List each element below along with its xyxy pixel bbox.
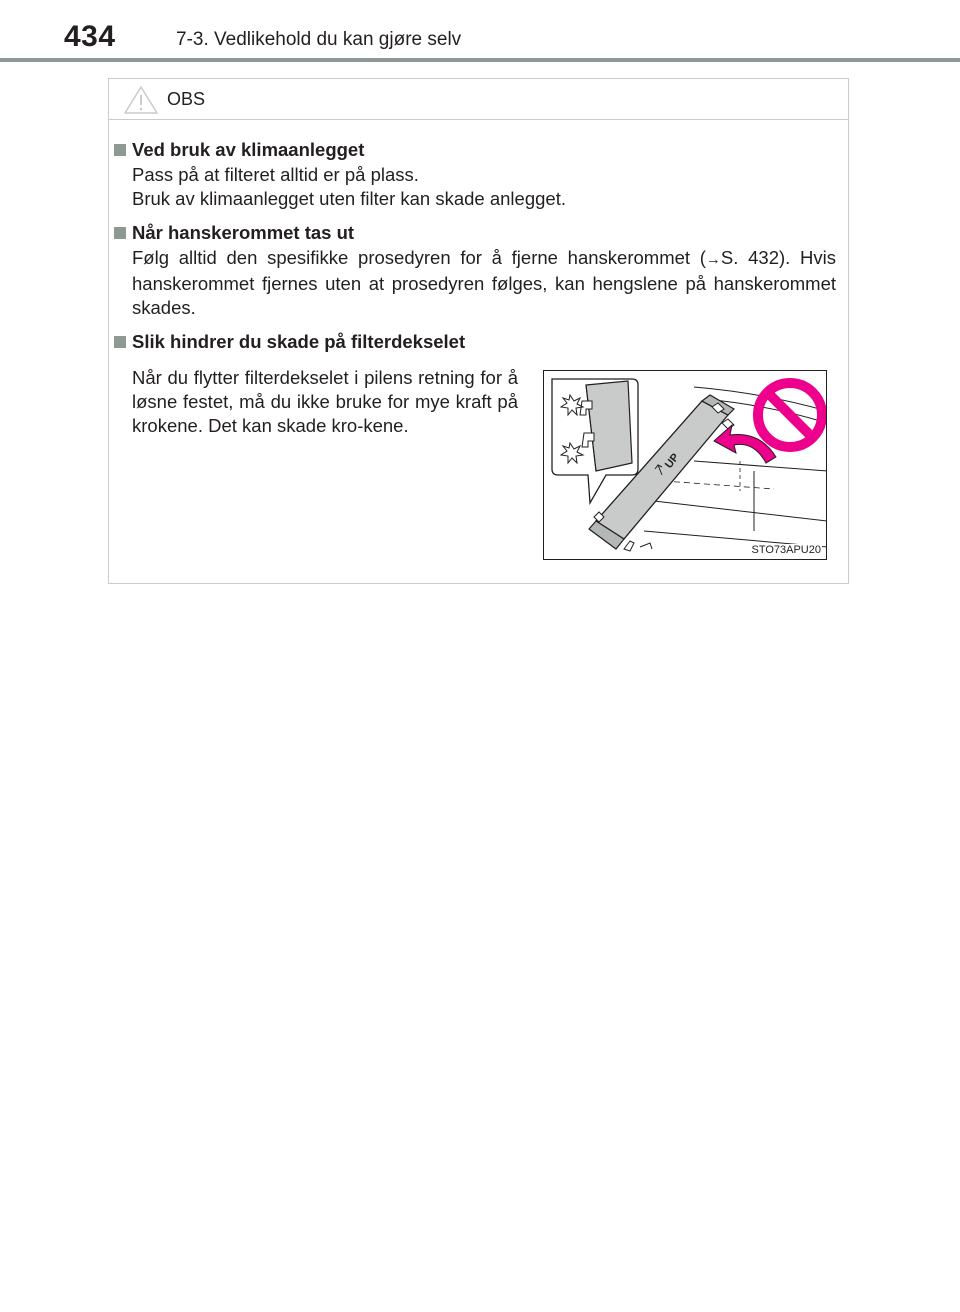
body-paragraph: Når du flytter filterdekselet i pilens retning for å løsne festet, må du ikke bruke for mye kraft på krokene. Det kan skade kro-kene. bbox=[132, 367, 518, 436]
notice-box bbox=[108, 78, 849, 584]
notice-header bbox=[109, 79, 848, 120]
filter-cover-illustration bbox=[543, 370, 827, 560]
notice-item-climate bbox=[114, 137, 836, 211]
notice-item-filter-cover bbox=[114, 329, 836, 355]
heading-text: Ved bruk av klimaanlegget bbox=[132, 139, 365, 160]
body-text: Følg alltid den spesifikke prosedyren for å fjerne hanskerommet ( bbox=[132, 247, 706, 268]
notice-item-body bbox=[132, 246, 836, 320]
header-rule bbox=[0, 58, 960, 62]
warning-icon bbox=[123, 85, 159, 115]
figure-code: STO73APU20 bbox=[751, 544, 821, 556]
body-line: Bruk av klimaanlegget uten filter kan skade anlegget. bbox=[132, 188, 566, 209]
page-reference-text: S. 432). Hvis hanskerommet fjernes uten at prosedyren følges, kan hengslene på hanskerommet skades. bbox=[132, 247, 836, 318]
page-number: 434 bbox=[64, 20, 116, 53]
body-paragraph bbox=[132, 246, 836, 320]
bullet-square-icon bbox=[114, 336, 126, 348]
notice-item-heading bbox=[114, 137, 836, 163]
prohibited-icon bbox=[758, 383, 822, 447]
heading-text: Når hanskerommet tas ut bbox=[132, 222, 355, 243]
notice-item-heading bbox=[114, 329, 836, 355]
bullet-square-icon bbox=[114, 227, 126, 239]
section-title: 7-3. Vedlikehold du kan gjøre selv bbox=[176, 29, 462, 50]
heading-text: Slik hindrer du skade på filterdekselet bbox=[132, 331, 466, 352]
notice-item-glovebox bbox=[114, 220, 836, 320]
notice-item-body bbox=[132, 163, 836, 211]
notice-item-heading bbox=[114, 220, 836, 246]
bullet-square-icon bbox=[114, 144, 126, 156]
arrow-right-icon: → bbox=[705, 251, 721, 268]
body-line: Pass på at filteret alltid er på plass. bbox=[132, 164, 419, 185]
notice-label: OBS bbox=[167, 89, 206, 109]
illustration-drawing bbox=[544, 371, 827, 560]
up-label: UP bbox=[662, 451, 682, 471]
filter-cover-body bbox=[132, 366, 518, 438]
